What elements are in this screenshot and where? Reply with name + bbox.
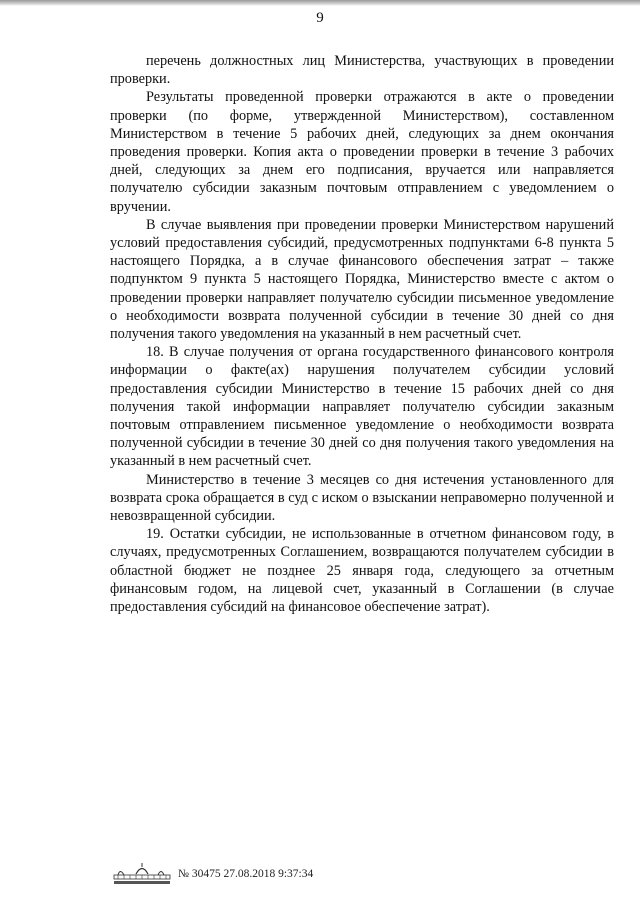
registration-number: № 30475 27.08.2018 9:37:34 xyxy=(178,868,314,880)
paragraph-violations-found: В случае выявления при проведении проверки Министерством нарушений условий предоставления субсидий, предусмотренных подпунктами 6-8 пункта 5 настоящего Порядка, а в случае финансового обеспечения затрат – также подпунктом 9 пункта 5 настоящего Порядка, Министерство вместе с актом о проведении проверки направляет получателю субсидии письменное уведомление о необходимости возврата полученной субсидии в течение 30 дней со дня получения такого уведомления на указанный в нем расчетный счет. xyxy=(110,216,614,343)
paragraph-item-19: 19. Остатки субсидии, не использованные в отчетном финансовом году, в случаях, предусмотренных Соглашением, возвращаются получателем субсидии в областной бюджет не позднее 25 января года, следующего за отчетным финансовым годом, на лицевой счет, указанный в Соглашении (в случае предоставления субсидий на финансовое обеспечение затрат). xyxy=(110,526,614,616)
paragraph-court-claim: Министерство в течение 3 месяцев со дня истечения установленного для возврата срока обращается в суд с иском о взыскании неправомерно полученной и невозвращенной субсидии. xyxy=(110,471,614,525)
paragraph-item-18: 18. В случае получения от органа государственного финансового контроля информации о факте(ах) нарушения получателем субсидии условий предоставления субсидии Министерство в течение 15 рабочих дней со дня получения такой информации направляет получателю субсидии заказным почтовым отправлением письменное уведомление о необходимости возврата полученной субсидии в течение 30 дней со дня получения такого уведомления на указанный в нем расчетный счет. xyxy=(110,344,614,470)
registry-stamp-icon xyxy=(112,862,172,886)
paragraph-inspection-officials: перечень должностных лиц Министерства, участвующих в проведении проверки. xyxy=(110,53,614,88)
paragraph-inspection-results: Результаты проведенной проверки отражаются в акте о проведении проверки (по форме, утвержденной Министерством), составленном Министерством в течение 5 рабочих дней, следующих за днем окончания проведения проверки. Копия акта о проведении проверки в течение 3 рабочих дней, следующих за днем его подписания, вручается или направляется получателю субсидии заказным почтовым отправлением с уведомлением о вручении. xyxy=(110,89,614,215)
document-body xyxy=(110,52,614,616)
page-number: 9 xyxy=(316,10,324,26)
document-footer xyxy=(112,861,313,887)
scan-top-edge xyxy=(0,0,640,6)
